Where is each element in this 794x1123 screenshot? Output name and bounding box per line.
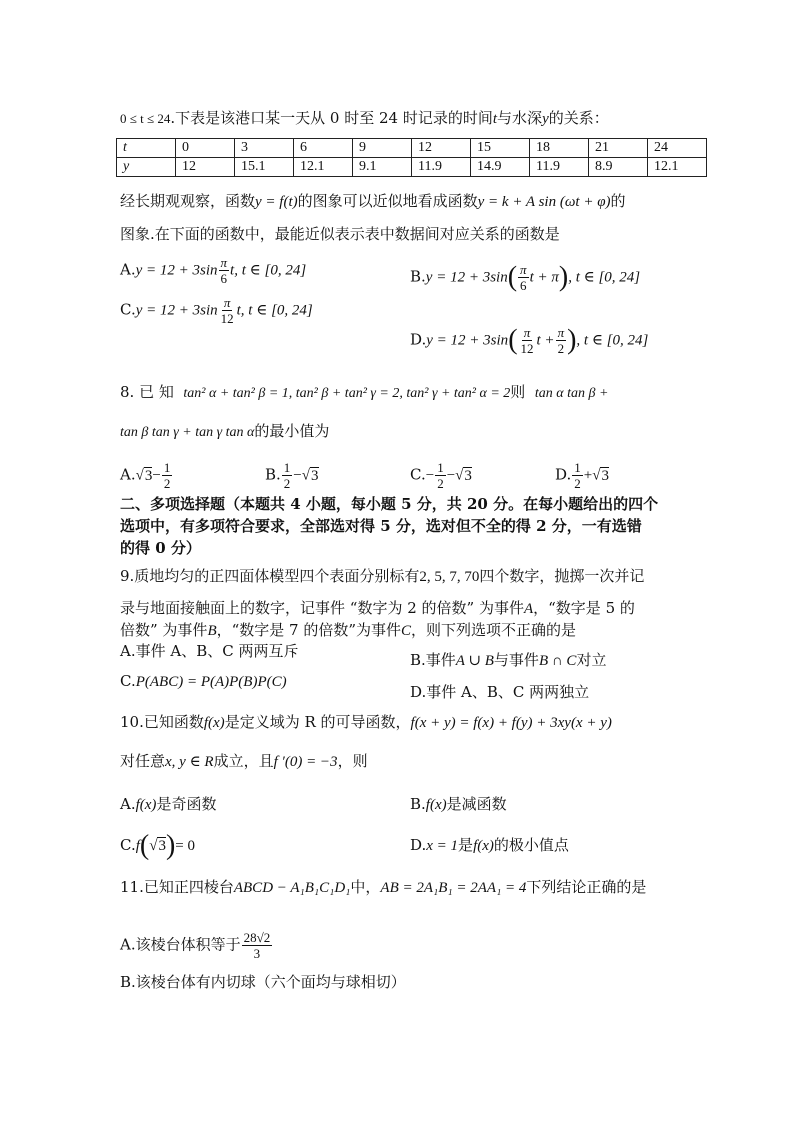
table-cell: 9 — [353, 139, 412, 158]
table-cell: 14.9 — [471, 158, 530, 177]
q10-option-a: A.f(x)是奇函数 — [120, 795, 217, 813]
q7-line2: 图象.在下面的函数中，最能近似表示表中数据间对应关系的函数是 — [120, 225, 560, 243]
q7-option-b: B.y = 12 + 3sin( $\frac{\pi}{6}$ t + π), t ∈ [0, 24] — [410, 261, 641, 293]
fraction: $\frac{28√2}{3}$ — [243, 930, 271, 961]
q9-line1: 9.质地均匀的正四面体模型四个表面分别标有2, 5, 7, 70四个数字，抛掷一次并记 — [120, 567, 645, 585]
q10-line1: 10.已知函数f(x)是定义域为 R 的可导函数，f(x + y) = f(x) + f(y) + 3xy(x + y) — [120, 713, 612, 731]
q8-line1: 8. 已 知 tan² α + tan² β = 1, tan² β + tan² γ = 2, tan² γ + tan² α = 2则 tan α tan β + — [120, 383, 609, 401]
table-cell: 18 — [530, 139, 589, 158]
q9-line2: 录与地面接触面上的数字，记事件 “数字为 2 的倍数” 为事件A，“数字是 5 的 — [120, 599, 635, 617]
table-cell: 12 — [176, 158, 235, 177]
table-cell: 15 — [471, 139, 530, 158]
q10-option-d: D.x = 1是f(x)的极小值点 — [410, 836, 569, 854]
q7-option-a: A.y = 12 + 3sin $\frac{\pi}{6}$ t, t ∈ [0, 24] — [120, 255, 307, 286]
table-cell: 24 — [648, 139, 707, 158]
q11-option-b: B.该棱台体有内切球（六个面均与球相切） — [120, 973, 406, 991]
fraction: $\frac{1}{2}$ — [574, 460, 581, 491]
q11-line1: 11.已知正四棱台ABCD − A₁B₁C₁D₁中，AB = 2A₁B₁ = 2AA₁ = 4下列结论正确的是 — [120, 878, 647, 896]
table-row-y — [117, 158, 707, 177]
q8-line2: tan β tan γ + tan γ tan α的最小值为 — [120, 422, 330, 440]
table-cell: 11.9 — [530, 158, 589, 177]
fraction: $\frac{\pi}{2}$ — [557, 325, 565, 356]
table-cell: 3 — [235, 139, 294, 158]
table-cell: 9.1 — [353, 158, 412, 177]
fraction: $\frac{1}{2}$ — [163, 460, 171, 491]
q11-option-a: A.该棱台体积等于 $\frac{28√2}{3}$ — [120, 930, 271, 961]
fraction: $\frac{1}{2}$ — [437, 460, 444, 491]
fraction: $\frac{1}{2}$ — [283, 460, 291, 491]
q7-option-d: D.y = 12 + 3sin( $\frac{\pi}{12}$ t + $\frac{\pi}{2}$ ), t ∈ [0, 24] — [410, 324, 649, 356]
q8-option-a: A.√3− $\frac{1}{2}$ — [120, 460, 171, 491]
table-cell: 12 — [412, 139, 471, 158]
intro-line: 0 ≤ t ≤ 24.下表是该港口某一天从 0 时至 24 时记录的时间t与水深y的关系： — [120, 109, 609, 127]
table-cell: 12.1 — [294, 158, 353, 177]
q9-option-c: C.P(ABC) = P(A)P(B)P(C) — [120, 672, 287, 690]
table-row-t — [117, 139, 707, 158]
row-label-t: t — [117, 139, 176, 158]
q8-option-d: D. $\frac{1}{2}$ +√3 — [555, 460, 609, 491]
table-cell: 12.1 — [648, 158, 707, 177]
q10-option-c: C.f(√3)= 0 — [120, 830, 195, 861]
range: 0 ≤ t ≤ 24 — [120, 111, 171, 126]
fraction: $\frac{\pi}{12}$ — [520, 325, 534, 356]
q9-option-b: B.事件A ∪ B与事件B ∩ C对立 — [410, 651, 607, 669]
row-label-y: y — [117, 158, 176, 177]
section2-line2: 选项中，有多项符合要求，全部选对得 5 分，选对但不全的得 2 分，一有选错 — [120, 517, 642, 535]
q9-line3: 倍数” 为事件B，“数字是 7 的倍数”为事件C，则下列选项不正确的是 — [120, 621, 577, 639]
q9-option-d: D.事件 A、B、C 两两独立 — [410, 683, 590, 701]
section2-line3: 的得 0 分） — [120, 539, 201, 557]
fraction: $\frac{\pi}{6}$ — [520, 262, 527, 293]
table-cell: 8.9 — [589, 158, 648, 177]
q8-option-c: C.− $\frac{1}{2}$ −√3 — [410, 460, 472, 491]
table-cell: 15.1 — [235, 158, 294, 177]
q8-option-b: B. $\frac{1}{2}$ −√3 — [265, 460, 319, 491]
table-cell: 0 — [176, 139, 235, 158]
table-cell: 6 — [294, 139, 353, 158]
fraction: $\frac{\pi}{6}$ — [220, 255, 228, 286]
q10-line2: 对任意x, y ∈ R成立，且f ′(0) = −3，则 — [120, 752, 368, 770]
q7-line1: 经长期观观察，函数y = f(t)的图象可以近似地看成函数y = k + A sin (ωt + φ)的 — [120, 192, 626, 210]
time-depth-table — [116, 138, 707, 177]
q10-option-b: B.f(x)是减函数 — [410, 795, 507, 813]
fraction: $\frac{\pi}{12}$ — [220, 295, 234, 326]
q7-option-c: C.y = 12 + 3sin $\frac{\pi}{12}$ t, t ∈ [0, 24] — [120, 295, 313, 326]
table-cell: 11.9 — [412, 158, 471, 177]
section2-line1: 二、多项选择题（本题共 4 小题，每小题 5 分，共 20 分。在每小题给出的四个 — [120, 495, 659, 513]
q9-option-a: A.事件 A、B、C 两两互斥 — [120, 642, 299, 660]
table-cell: 21 — [589, 139, 648, 158]
